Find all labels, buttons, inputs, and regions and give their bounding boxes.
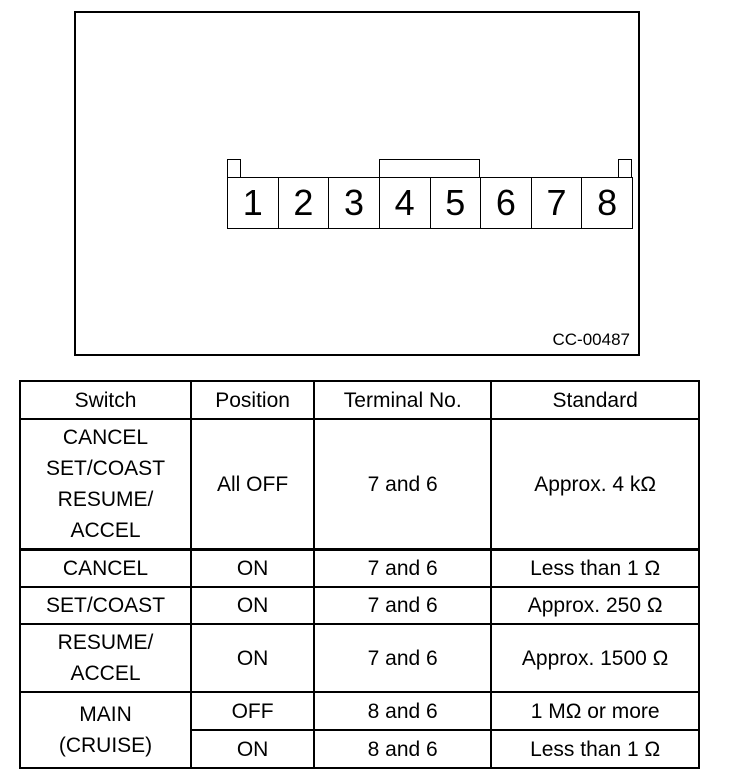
connector-latch-right [618,159,632,178]
table-row [20,419,699,550]
terminal-cell: 7 and 6 [314,587,491,624]
position-cell: OFF [191,692,314,730]
terminal-row [227,177,633,229]
table-header-row [20,381,699,419]
terminal-4: 4 [380,178,431,228]
terminal-5: 5 [431,178,482,228]
header-switch: Switch [20,381,191,419]
switch-resistance-table [19,380,700,769]
standard-cell: Approx. 1500 Ω [491,624,699,692]
connector-figure [74,11,640,356]
terminal-1: 1 [228,178,279,228]
position-cell: ON [191,587,314,624]
standard-cell: Approx. 4 kΩ [491,419,699,550]
switch-line: MAIN [79,703,132,726]
table-row [20,587,699,624]
switch-line: RESUME/ [57,631,154,654]
switch-line: ACCEL [70,519,141,542]
standard-cell: 1 MΩ or more [491,692,699,730]
switch-line: CANCEL [62,426,149,449]
terminal-cell: 7 and 6 [314,624,491,692]
table-row [20,692,699,730]
table-row [20,624,699,692]
terminal-cell: 7 and 6 [314,550,491,588]
standard-cell: Less than 1 Ω [491,730,699,768]
terminal-2: 2 [279,178,330,228]
terminal-3: 3 [329,178,380,228]
switch-line: (CRUISE) [58,734,153,757]
header-standard: Standard [491,381,699,419]
position-cell: ON [191,624,314,692]
header-terminal: Terminal No. [314,381,491,419]
switch-line: ACCEL [70,662,141,685]
switch-cell [20,419,191,550]
standard-cell: Approx. 250 Ω [491,587,699,624]
position-cell: ON [191,730,314,768]
figure-code: CC-00487 [552,330,630,349]
terminal-cell: 8 and 6 [314,730,491,768]
switch-line: SET/COAST [46,457,166,480]
terminal-cell: 7 and 6 [314,419,491,550]
connector-diagram [227,159,633,229]
terminal-cell: 8 and 6 [314,692,491,730]
connector-latch-left [227,159,241,178]
terminal-8: 8 [597,182,618,223]
position-cell: ON [191,550,314,588]
terminal-6: 6 [481,178,532,228]
standard-cell: Less than 1 Ω [491,550,699,588]
switch-cell: SET/COAST [20,587,191,624]
switch-line: RESUME/ [57,488,154,511]
switch-cell [20,692,191,768]
header-position: Position [191,381,314,419]
table-row [20,550,699,588]
connector-key-center [379,159,480,178]
switch-cell: CANCEL [20,550,191,588]
terminal-7: 7 [532,178,583,228]
position-cell: All OFF [191,419,314,550]
switch-cell [20,624,191,692]
